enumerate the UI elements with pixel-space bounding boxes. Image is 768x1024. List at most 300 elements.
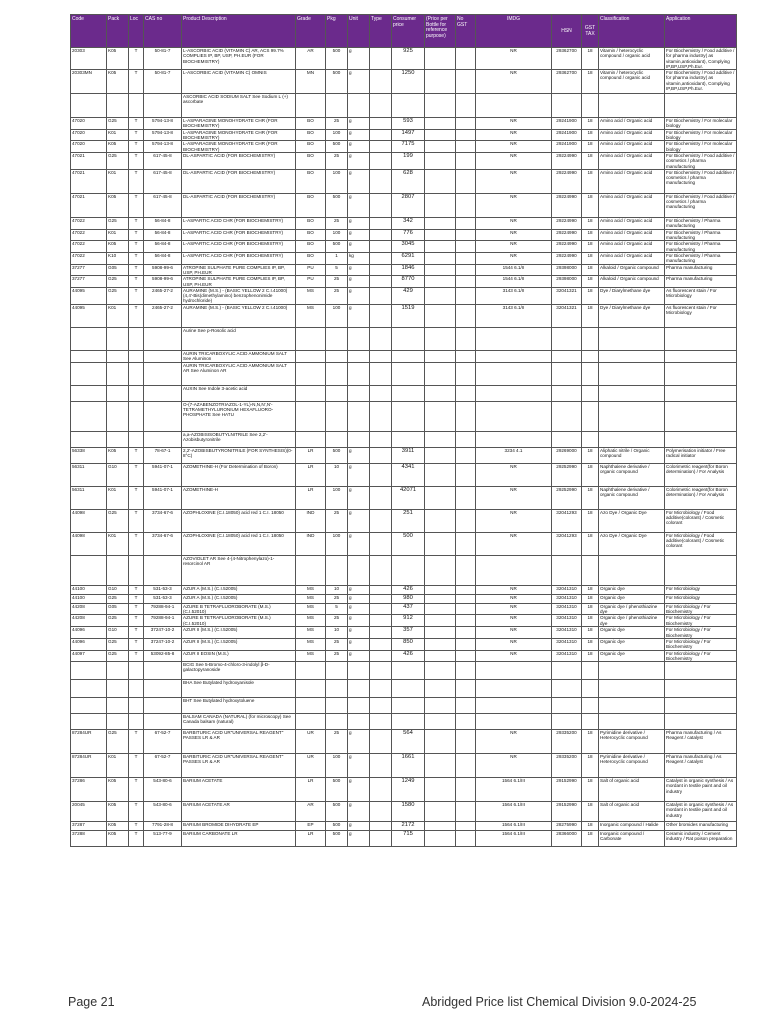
cell-pack	[107, 401, 129, 431]
cell-product-description: BARBITURIC ACID UR"UNIVERSAL REAGENT" PASSES LR & AR	[182, 754, 296, 778]
cell-type	[370, 650, 392, 662]
cell-cas: 56-84-8	[144, 241, 182, 253]
table-row	[71, 698, 737, 714]
cell-price-per-bottle	[425, 463, 456, 486]
cell-pack: G10	[107, 627, 129, 639]
cell-pack: G25	[107, 152, 129, 169]
cell-loc	[129, 698, 144, 714]
cell-loc	[129, 431, 144, 447]
table-row	[71, 129, 737, 141]
cell-unit: g	[348, 650, 370, 662]
cell-product-description: 2,2'-AZOBISBUTYRONITRILE (FOR SYNTHESIS)(0-8°C)	[182, 447, 296, 463]
cell-cas: 79288-94-1	[144, 603, 182, 615]
cell-cas: 5941-07-1	[144, 463, 182, 486]
cell-gst	[582, 94, 599, 118]
cell-unit: g	[348, 615, 370, 627]
cell-pack: K05	[107, 241, 129, 253]
cell-classification	[599, 698, 665, 714]
cell-product-description: AZUR II (M.S.) (C.I.52005)	[182, 627, 296, 639]
cell-unit: g	[348, 264, 370, 276]
cell-code: 44100	[71, 594, 107, 603]
table-row	[71, 603, 737, 615]
cell-grade: BO	[296, 241, 326, 253]
cell-unit	[348, 555, 370, 585]
cell-unit: g	[348, 486, 370, 509]
cell-price-per-bottle	[425, 730, 456, 754]
cell-type	[370, 638, 392, 650]
cell-grade: LR	[296, 463, 326, 486]
cell-no-gst	[456, 638, 476, 650]
cell-loc: T	[129, 447, 144, 463]
cell-hsn: 29335200	[552, 754, 582, 778]
cell-pack	[107, 350, 129, 362]
cell-application: For Biochemistry / For molecular biology	[665, 141, 737, 153]
cell-gst: 18	[582, 594, 599, 603]
cell-grade	[296, 680, 326, 698]
cell-product-description: ASCORBIC ACID SODIUM SALT See Sodium L (+) ascorbate	[182, 94, 296, 118]
cell-application: Colorimetric reagent(for Boron determination) / For Analysis	[665, 486, 737, 509]
cell-product-description: AZURE B TETRAFLUOROBORATE (M.S.) (C.I.52010)	[182, 615, 296, 627]
cell-type	[370, 217, 392, 229]
table-row	[71, 276, 737, 288]
cell-no-gst	[456, 585, 476, 594]
cell-imdg: NR	[476, 615, 552, 627]
cell-no-gst	[456, 603, 476, 615]
cell-imdg	[476, 698, 552, 714]
price-table	[70, 14, 737, 847]
cell-unit: g	[348, 754, 370, 778]
cell-loc: T	[129, 169, 144, 193]
table-row	[71, 304, 737, 327]
cell-classification	[599, 94, 665, 118]
cell-classification: Alkaloid / Organic compound	[599, 276, 665, 288]
cell-unit: g	[348, 70, 370, 94]
cell-imdg: 1564 6.1/III	[476, 778, 552, 802]
cell-grade	[296, 94, 326, 118]
cell-code: 56311	[71, 486, 107, 509]
cell-hsn: 29252990	[552, 463, 582, 486]
cell-price-per-bottle	[425, 70, 456, 94]
cell-no-gst	[456, 70, 476, 94]
cell-imdg: 1564 6.1/III	[476, 831, 552, 847]
cell-price-per-bottle	[425, 638, 456, 650]
cell-price-per-bottle	[425, 778, 456, 802]
cell-unit	[348, 385, 370, 401]
cell-cas: 5794-13-8	[144, 129, 182, 141]
cell-consumer-price	[392, 555, 425, 585]
table-row	[71, 70, 737, 94]
table-row	[71, 401, 737, 431]
cell-product-description: L-ASPARTIC ACID CHR (FOR BIOCHEMISTRY)	[182, 241, 296, 253]
table-row	[71, 193, 737, 217]
cell-unit	[348, 327, 370, 350]
cell-no-gst	[456, 594, 476, 603]
cell-price-per-bottle	[425, 264, 456, 276]
cell-pack: G05	[107, 603, 129, 615]
cell-application: For Biochemistry / Food additive / cosmetics / pharma manufacturing	[665, 152, 737, 169]
cell-no-gst	[456, 141, 476, 153]
cell-pack	[107, 714, 129, 730]
cell-classification: Amino acid / Organic acid	[599, 152, 665, 169]
cell-application	[665, 698, 737, 714]
cell-loc: T	[129, 532, 144, 555]
table-row	[71, 94, 737, 118]
cell-hsn	[552, 385, 582, 401]
cell-classification	[599, 350, 665, 362]
cell-consumer-price: 1519	[392, 304, 425, 327]
cell-grade: BO	[296, 217, 326, 229]
cell-code: 44096	[71, 627, 107, 639]
cell-product-description: BARIUM ACETATE AR	[182, 802, 296, 822]
table-row	[71, 169, 737, 193]
cell-gst: 18	[582, 532, 599, 555]
cell-imdg: 3143 6.1/II	[476, 304, 552, 327]
cell-cas: 513-77-9	[144, 831, 182, 847]
cell-hsn	[552, 662, 582, 680]
cell-gst: 18	[582, 253, 599, 265]
cell-grade: MS	[296, 615, 326, 627]
cell-pack: K01	[107, 532, 129, 555]
cell-type	[370, 264, 392, 276]
cell-classification	[599, 714, 665, 730]
cell-type	[370, 241, 392, 253]
cell-product-description: AZOPHLOXINE (C.I.18050) acid red 1 C.I. 18050	[182, 509, 296, 532]
cell-loc: T	[129, 638, 144, 650]
cell-no-gst	[456, 831, 476, 847]
page-number: Page 21	[68, 995, 115, 1009]
cell-classification: Amino acid / Organic acid	[599, 241, 665, 253]
cell-code	[71, 555, 107, 585]
cell-loc: T	[129, 217, 144, 229]
cell-type	[370, 532, 392, 555]
cell-pkg: 500	[326, 241, 348, 253]
cell-type	[370, 831, 392, 847]
cell-imdg	[476, 662, 552, 680]
cell-product-description: DL-ASPARTIC ACID (FOR BIOCHEMISTRY)	[182, 152, 296, 169]
cell-no-gst	[456, 152, 476, 169]
cell-product-description: AZOMETHINE-H (For Determination of Boron)	[182, 463, 296, 486]
cell-loc: T	[129, 615, 144, 627]
col-header-hsn: HSN	[552, 15, 582, 48]
cell-price-per-bottle	[425, 193, 456, 217]
cell-imdg: NR	[476, 754, 552, 778]
table-row	[71, 229, 737, 241]
cell-type	[370, 70, 392, 94]
cell-imdg: NR	[476, 229, 552, 241]
cell-grade: AR	[296, 802, 326, 822]
cell-imdg: NR	[476, 129, 552, 141]
cell-cas	[144, 350, 182, 362]
cell-consumer-price	[392, 698, 425, 714]
table-row	[71, 152, 737, 169]
cell-consumer-price: 342	[392, 217, 425, 229]
cell-application	[665, 362, 737, 385]
cell-gst: 18	[582, 48, 599, 70]
cell-price-per-bottle	[425, 698, 456, 714]
cell-price-per-bottle	[425, 509, 456, 532]
cell-imdg: NR	[476, 141, 552, 153]
cell-gst	[582, 362, 599, 385]
cell-product-description: AURIN TRICARBOXYLIC ACID AMMONIUM SALT See Aluminon	[182, 350, 296, 362]
cell-no-gst	[456, 822, 476, 831]
cell-unit: g	[348, 463, 370, 486]
cell-pack: G25	[107, 638, 129, 650]
cell-application	[665, 94, 737, 118]
cell-product-description: BCIG See 5-Bromo-4-chloro-3-indolyl β-D-galactopyranoside	[182, 662, 296, 680]
table-row	[71, 615, 737, 627]
cell-pkg: 100	[326, 229, 348, 241]
cell-product-description: L-ASCORBIC ACID (VITAMIN C) AR, ACS 99.7% COMPLIES IP, BP, USP, PH.EUR (FOR BIOCHEMISTRY)	[182, 48, 296, 70]
cell-code	[71, 94, 107, 118]
cell-hsn: 28275990	[552, 822, 582, 831]
cell-pkg: 10	[326, 585, 348, 594]
cell-grade	[296, 714, 326, 730]
cell-cas: 5908-99-6	[144, 264, 182, 276]
cell-pack	[107, 680, 129, 698]
cell-application	[665, 350, 737, 362]
cell-gst: 18	[582, 141, 599, 153]
cell-unit: g	[348, 229, 370, 241]
cell-no-gst	[456, 627, 476, 639]
cell-application: For Microbiology	[665, 594, 737, 603]
cell-price-per-bottle	[425, 486, 456, 509]
cell-pack: G25	[107, 730, 129, 754]
cell-hsn	[552, 362, 582, 385]
cell-price-per-bottle	[425, 304, 456, 327]
cell-type	[370, 327, 392, 350]
cell-no-gst	[456, 698, 476, 714]
cell-cas: 78-67-1	[144, 447, 182, 463]
table-row	[71, 385, 737, 401]
cell-grade: IND	[296, 532, 326, 555]
cell-consumer-price: 1250	[392, 70, 425, 94]
cell-imdg: NR	[476, 627, 552, 639]
table-row	[71, 362, 737, 385]
cell-no-gst	[456, 615, 476, 627]
table-row	[71, 118, 737, 130]
cell-type	[370, 714, 392, 730]
table-row	[71, 778, 737, 802]
cell-pkg: 25	[326, 594, 348, 603]
cell-loc	[129, 555, 144, 585]
cell-product-description: AZOVIOLET AR See 4-(4-Nitrophenylazo)-1-resorcinol AR	[182, 555, 296, 585]
cell-unit: g	[348, 778, 370, 802]
cell-cas: 5908-99-6	[144, 276, 182, 288]
cell-type	[370, 304, 392, 327]
cell-application: For Microbiology / For Biochemistry	[665, 603, 737, 615]
table-body	[71, 48, 737, 847]
cell-hsn	[552, 555, 582, 585]
cell-pkg	[326, 385, 348, 401]
cell-pkg	[326, 555, 348, 585]
cell-gst: 18	[582, 778, 599, 802]
cell-no-gst	[456, 662, 476, 680]
cell-unit	[348, 401, 370, 431]
cell-application: For Biochemistry / Food additive / cosmetics / pharma manufacturing	[665, 169, 737, 193]
cell-cas: 3734-67-6	[144, 509, 182, 532]
cell-cas: 53092-85-8	[144, 650, 182, 662]
cell-grade: LR	[296, 447, 326, 463]
cell-imdg: NR	[476, 253, 552, 265]
cell-grade: MS	[296, 638, 326, 650]
cell-grade: UR	[296, 730, 326, 754]
cell-gst	[582, 327, 599, 350]
cell-grade: BO	[296, 169, 326, 193]
cell-product-description: BARIUM BROMIDE DIHYDRATE EP	[182, 822, 296, 831]
cell-type	[370, 555, 392, 585]
col-header-consumer-price: Consumer price	[392, 15, 425, 48]
cell-application: Pharma manufacturing	[665, 276, 737, 288]
cell-gst: 18	[582, 229, 599, 241]
cell-type	[370, 141, 392, 153]
table-row	[71, 486, 737, 509]
cell-gst: 18	[582, 70, 599, 94]
col-header-application: Application	[665, 15, 737, 48]
cell-grade: BO	[296, 118, 326, 130]
cell-product-description: AZURE B TETRAFLUOROBORATE (M.S.) (C.I.52010)	[182, 603, 296, 615]
cell-pack: G25	[107, 287, 129, 304]
cell-unit	[348, 350, 370, 362]
cell-pkg	[326, 680, 348, 698]
cell-pack: K01	[107, 754, 129, 778]
cell-imdg: 1544 6.1/II	[476, 276, 552, 288]
cell-cas: 56-84-8	[144, 253, 182, 265]
cell-loc: T	[129, 253, 144, 265]
cell-type	[370, 778, 392, 802]
cell-pack: K05	[107, 70, 129, 94]
cell-type	[370, 431, 392, 447]
cell-pkg: 25	[326, 509, 348, 532]
cell-code: 44098	[71, 509, 107, 532]
cell-classification: Organic dye / phenothiazine dye	[599, 615, 665, 627]
cell-pkg: 500	[326, 447, 348, 463]
cell-unit	[348, 714, 370, 730]
cell-imdg	[476, 431, 552, 447]
cell-imdg: NR	[476, 532, 552, 555]
cell-pkg	[326, 327, 348, 350]
cell-consumer-price: 3911	[392, 447, 425, 463]
cell-hsn	[552, 350, 582, 362]
cell-gst	[582, 662, 599, 680]
cell-no-gst	[456, 509, 476, 532]
cell-pack	[107, 327, 129, 350]
cell-loc: T	[129, 463, 144, 486]
cell-hsn: 29152990	[552, 778, 582, 802]
cell-pkg	[326, 431, 348, 447]
cell-product-description: AZUR II EOSIN (M.S.)	[182, 650, 296, 662]
cell-unit: g	[348, 193, 370, 217]
cell-loc: T	[129, 287, 144, 304]
cell-application: For Biochemistry / Food additive / for pharma industry( as vitamin,antioxidant), Complying IP,BP,USP,Ph.Eur.	[665, 70, 737, 94]
col-header-classification: Classification	[599, 15, 665, 48]
cell-pack: G05	[107, 264, 129, 276]
cell-application: For Microbiology / For Biochemistry	[665, 615, 737, 627]
cell-consumer-price	[392, 680, 425, 698]
cell-gst: 18	[582, 603, 599, 615]
cell-code: 44208	[71, 603, 107, 615]
cell-unit: g	[348, 287, 370, 304]
cell-price-per-bottle	[425, 532, 456, 555]
cell-cas: 79288-94-1	[144, 615, 182, 627]
cell-no-gst	[456, 276, 476, 288]
cell-loc: T	[129, 276, 144, 288]
cell-pkg	[326, 401, 348, 431]
cell-imdg: NR	[476, 603, 552, 615]
cell-cas	[144, 94, 182, 118]
cell-loc: T	[129, 304, 144, 327]
cell-price-per-bottle	[425, 152, 456, 169]
cell-pack: K05	[107, 822, 129, 831]
cell-price-per-bottle	[425, 327, 456, 350]
cell-unit: g	[348, 638, 370, 650]
cell-type	[370, 698, 392, 714]
cell-unit: g	[348, 509, 370, 532]
cell-pkg: 500	[326, 48, 348, 70]
cell-grade: LR	[296, 778, 326, 802]
cell-consumer-price: 564	[392, 730, 425, 754]
cell-consumer-price: 1580	[392, 802, 425, 822]
cell-loc	[129, 362, 144, 385]
cell-loc: T	[129, 193, 144, 217]
cell-grade: BO	[296, 193, 326, 217]
cell-product-description: O-(7-AZABENZOTRIAZOL-1-YL)-N,N,N',N'-TETRAMETHYLURONIUM HEXAFLUORO-PHOSPHATE See HATU	[182, 401, 296, 431]
table-row	[71, 714, 737, 730]
cell-grade	[296, 385, 326, 401]
cell-unit: g	[348, 276, 370, 288]
cell-application: For Microbiology	[665, 585, 737, 594]
cell-consumer-price: 3045	[392, 241, 425, 253]
cell-product-description: L-ASPARAGINE MONOHYDRATE CHR (FOR BIOCHEMISTRY)	[182, 118, 296, 130]
cell-cas: 531-53-3	[144, 594, 182, 603]
table-row	[71, 241, 737, 253]
cell-gst: 18	[582, 822, 599, 831]
cell-no-gst	[456, 650, 476, 662]
cell-pkg: 100	[326, 169, 348, 193]
cell-grade: MS	[296, 650, 326, 662]
cell-price-per-bottle	[425, 585, 456, 594]
cell-consumer-price: 628	[392, 169, 425, 193]
cell-gst	[582, 698, 599, 714]
cell-classification	[599, 327, 665, 350]
cell-type	[370, 680, 392, 698]
cell-price-per-bottle	[425, 141, 456, 153]
table-row	[71, 350, 737, 362]
cell-pack: G25	[107, 594, 129, 603]
cell-unit: g	[348, 447, 370, 463]
cell-pack: G25	[107, 276, 129, 288]
cell-hsn: 29224990	[552, 241, 582, 253]
cell-application	[665, 431, 737, 447]
cell-price-per-bottle	[425, 94, 456, 118]
cell-code: 37288	[71, 831, 107, 847]
cell-price-per-bottle	[425, 555, 456, 585]
cell-type	[370, 253, 392, 265]
cell-application: For Biochemistry / Food additive / cosmetics / pharma manufacturing	[665, 193, 737, 217]
cell-product-description: a,a-AZOBISISOBUTYLNITRILE See 2,2'-Azobisbutyronitrile	[182, 431, 296, 447]
cell-type	[370, 401, 392, 431]
cell-pack	[107, 94, 129, 118]
cell-cas: 56-84-8	[144, 217, 182, 229]
cell-hsn: 29398000	[552, 276, 582, 288]
cell-code: 37286	[71, 778, 107, 802]
cell-application: As fluorescent stain / For Microbiology	[665, 304, 737, 327]
cell-imdg: NR	[476, 486, 552, 509]
cell-pkg: 10	[326, 627, 348, 639]
cell-classification: Pyrimidine derivative / Heterocyclic compound	[599, 754, 665, 778]
cell-product-description: L-ASPARAGINE MONOHYDRATE CHR (FOR BIOCHEMISTRY)	[182, 129, 296, 141]
cell-consumer-price: 980	[392, 594, 425, 603]
cell-no-gst	[456, 802, 476, 822]
